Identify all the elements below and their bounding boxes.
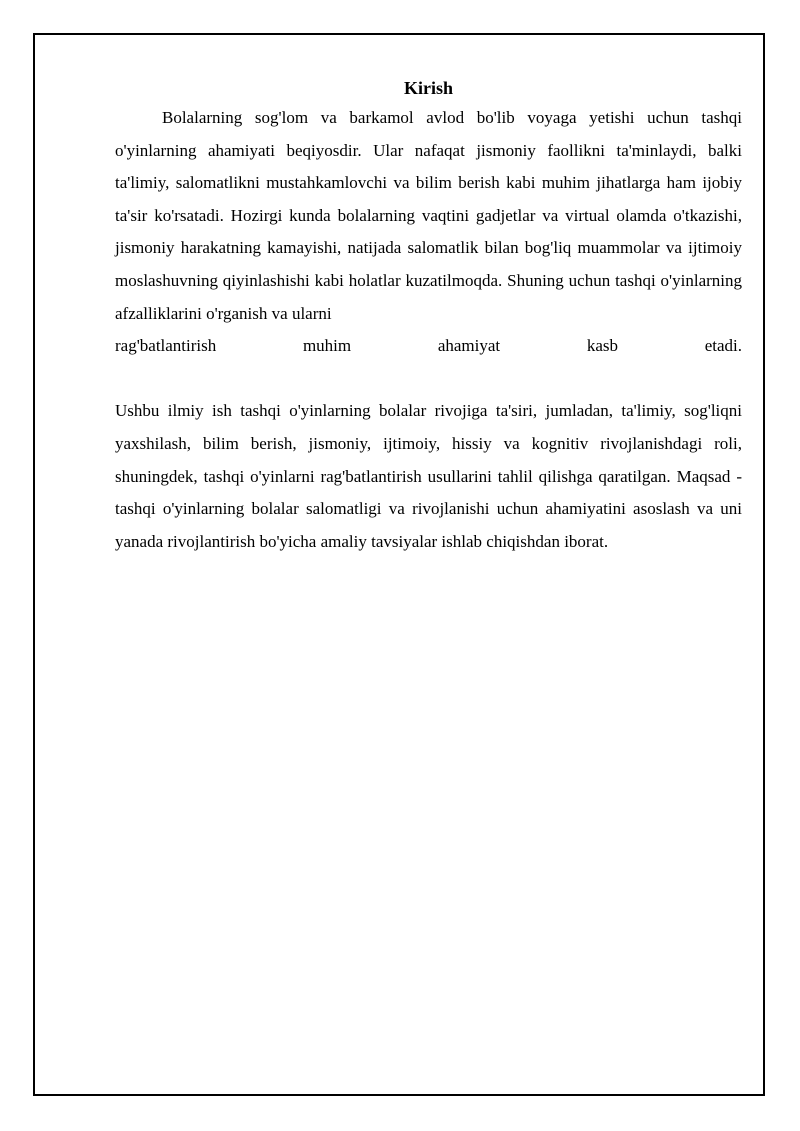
intro-paragraph-2: Ushbu ilmiy ish tashqi o'yinlarning bolalar rivojiga ta'siri, jumladan, ta'limiy, sog'liqni yaxshilash, bilim berish, jismoniy, ijtimoiy, hissiy va kognitiv rivojlanishdagi roli, shuningdek, tashqi o'yinlarni rag'batlantirish usullarini tahlil qilishga qaratilgan. Maqsad - tashqi o'yinlarning bolalar salomatligi va rivojlanishi uchun ahamiyatini asoslash va uni yanada rivojlantirish bo'yicha amaliy tavsiyalar ishlab chiqishdan iborat.	[115, 401, 742, 551]
intro-paragraph-1-last-line: rag'batlantirish muhim ahamiyat kasb etadi.	[115, 336, 742, 356]
intro-paragraph-1: Bolalarning sog'lom va barkamol avlod bo'lib voyaga yetishi uchun tashqi o'yinlarning ahamiyati beqiyosdir. Ular nafaqat jismoniy faollikni ta'minlaydi, balki ta'limiy, salomatlikni mustahkamlovchi va bilim berish kabi muhim jihatlarga ham ijobiy ta'sir ko'rsatadi. Hozirgi kunda bolalarning vaqtini gadjetlar va virtual olamda o'tkazishi, jismoniy harakatning kamayishi, natijada salomatlik bilan bog'liq muammolar va ijtimoiy moslashuvning qiyinlashishi kabi holatlar kuzatilmoqda. Shuning uchun tashqi o'yinlarning afzalliklarini o'rganish va ularni	[115, 108, 742, 323]
document-title: Kirish	[403, 78, 453, 98]
paragraph-spacer	[115, 363, 742, 396]
document-body	[115, 74, 742, 558]
